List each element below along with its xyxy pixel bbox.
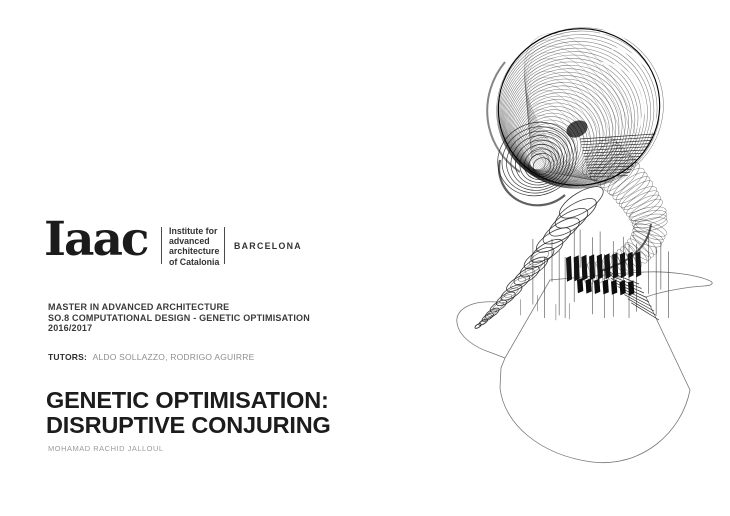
logo-institute-text (169, 226, 219, 267)
tutors-label: TUTORS: (48, 352, 88, 362)
page-title-line-1: GENETIC OPTIMISATION: (46, 387, 329, 413)
program-line-3: 2016/2017 (48, 323, 93, 333)
tutors-names: ALDO SOLLAZZO, RODRIGO AGUIRRE (92, 352, 255, 362)
iaac-logo-wordmark: Iaac (44, 212, 148, 267)
logo-institute-line: of Catalonia (169, 256, 220, 267)
page-title-line-2: DISRUPTIVE CONJURING (46, 411, 331, 438)
logo-institute-line: architecture (169, 246, 220, 257)
logo-institute-line: Institute for (169, 226, 218, 236)
program-line-2: SO.8 COMPUTATIONAL DESIGN - GENETIC OPTIMISATION (48, 312, 310, 323)
logo-divider (161, 227, 162, 264)
logo-city-label: BARCELONA (234, 241, 302, 251)
logo-divider (224, 227, 225, 264)
tutors-line (48, 352, 254, 362)
logo-institute-line: advanced (169, 236, 210, 247)
author-name: MOHAMAD RACHID JALLOUL (48, 444, 164, 453)
page-title (46, 388, 331, 437)
program-line-1: MASTER IN ADVANCED ARCHITECTURE (48, 302, 230, 312)
program-info (48, 302, 310, 334)
